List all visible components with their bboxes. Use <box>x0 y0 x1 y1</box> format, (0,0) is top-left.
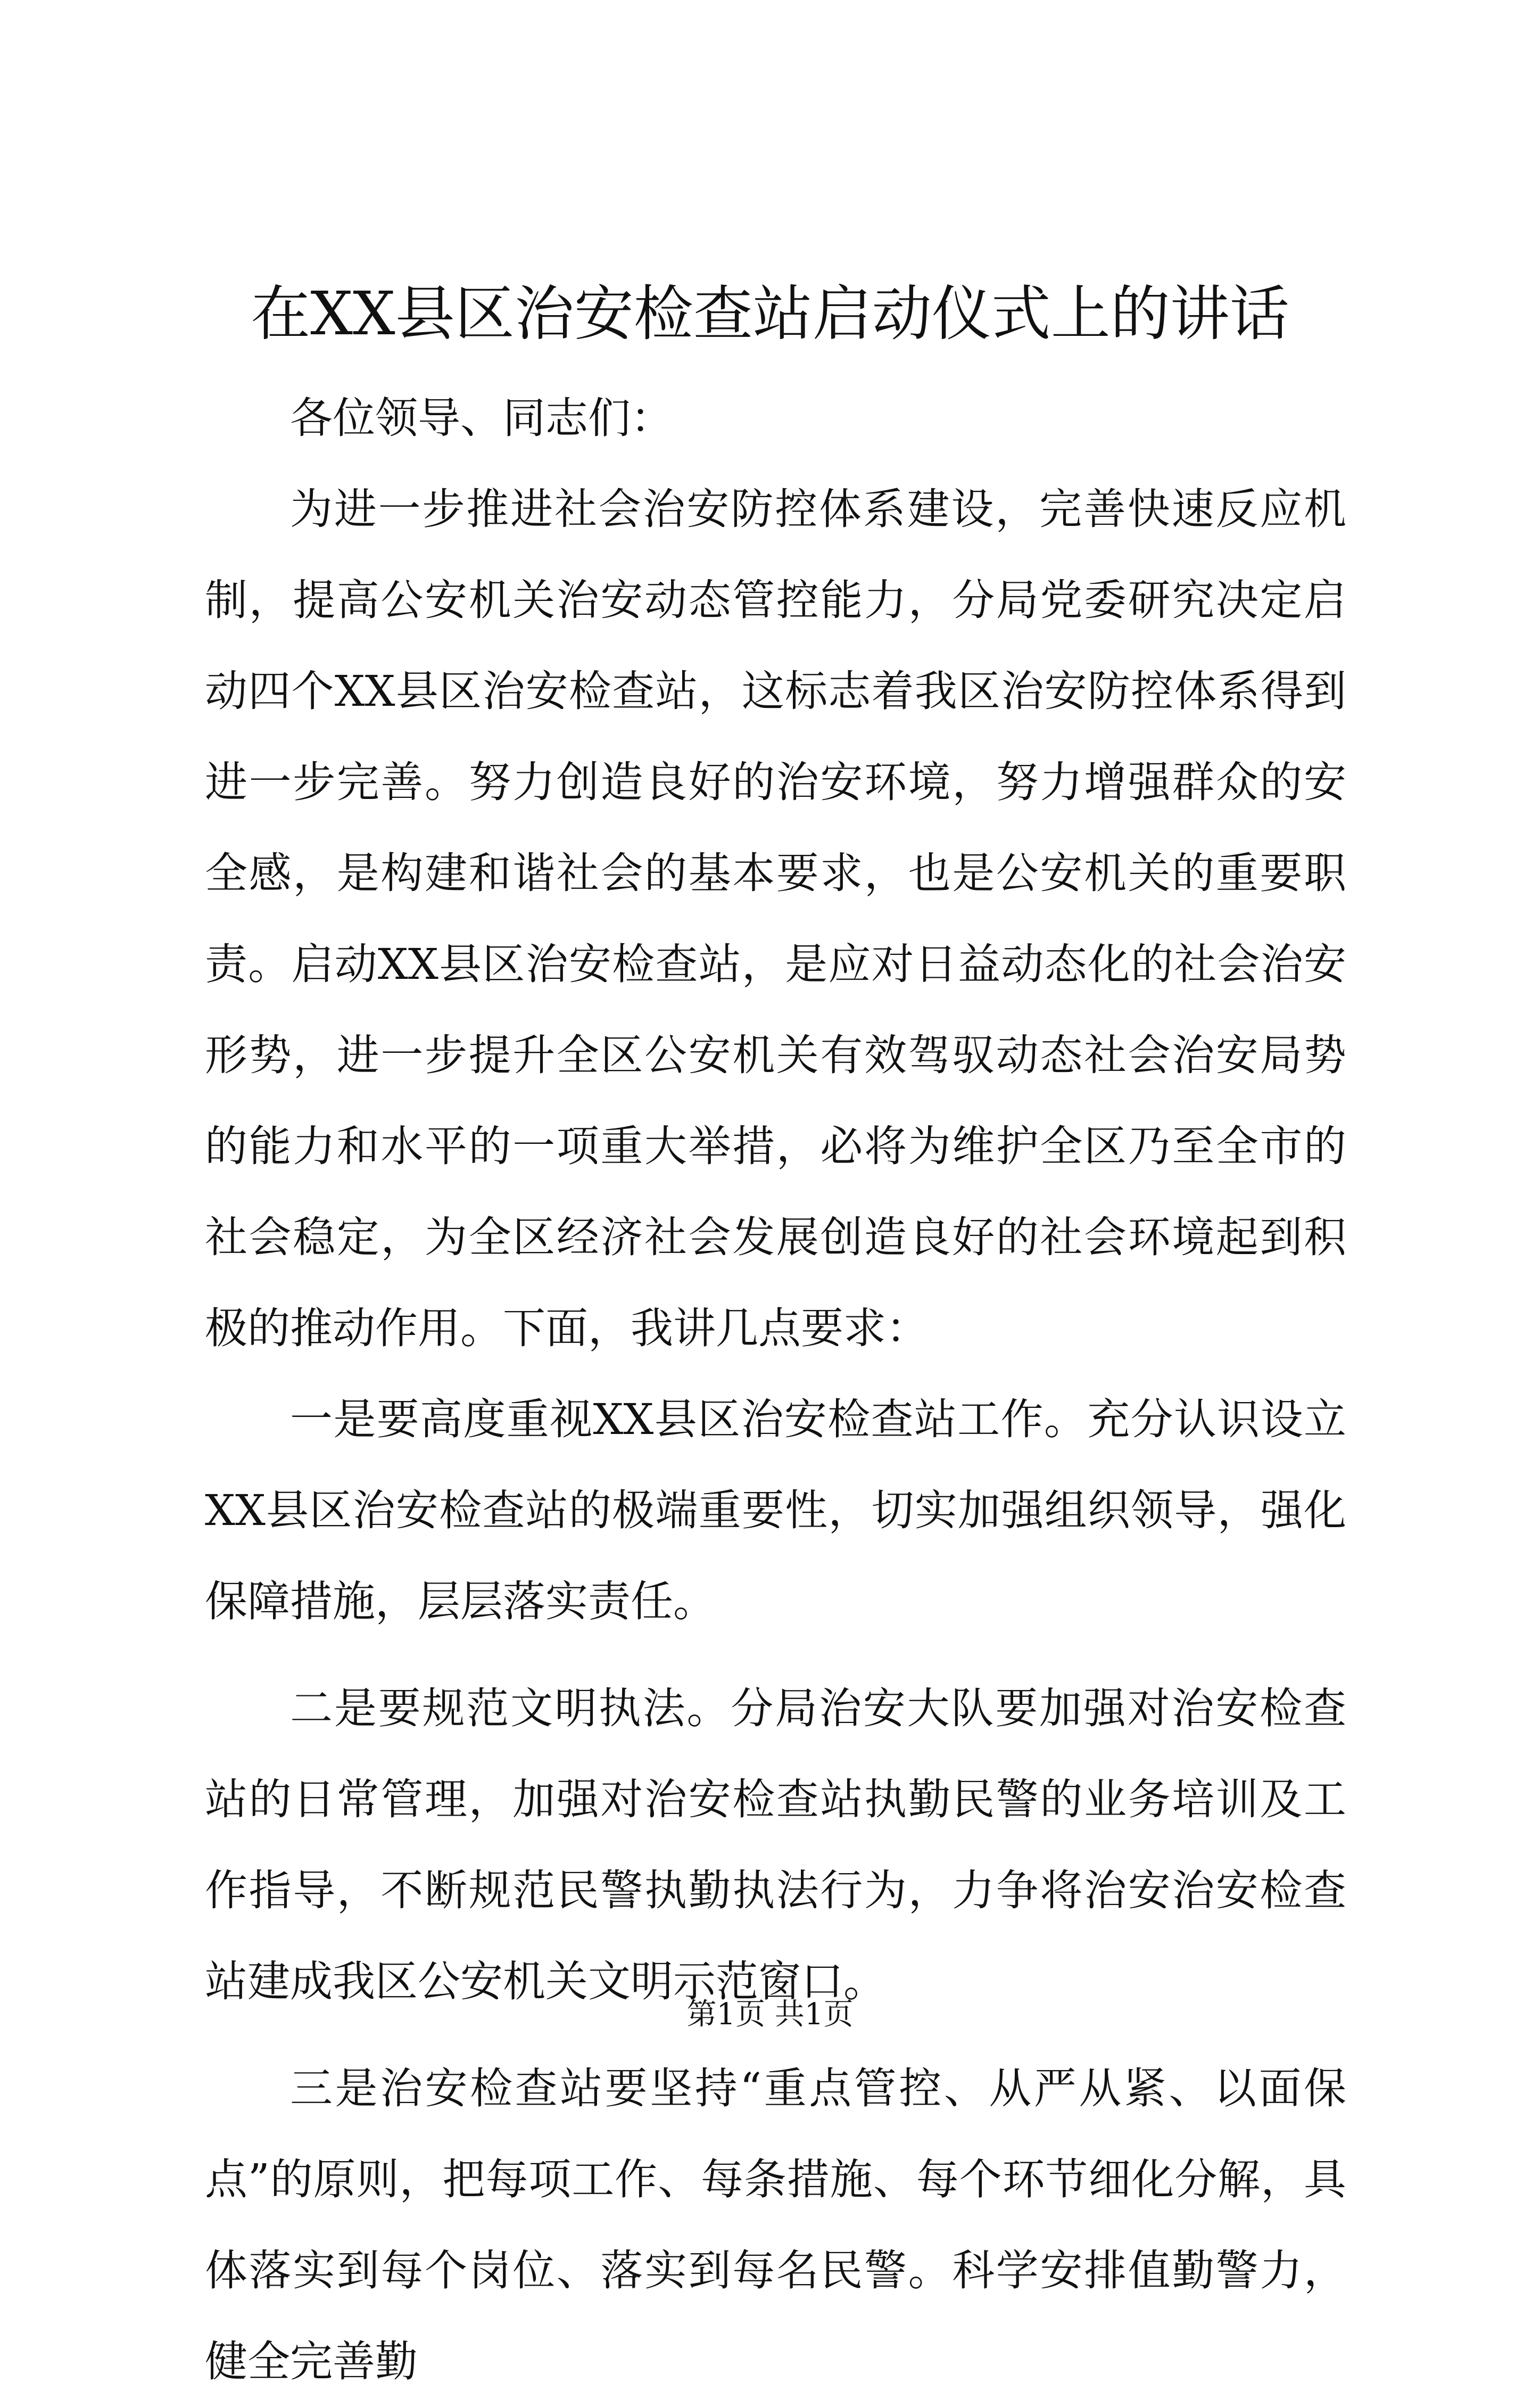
point-two-paragraph: 二是要规范文明执法。分局治安大队要加强对治安检查站的日常管理，加强对治安检查站执勤民警的业务培训及工作指导，不断规范民警执勤执法行为，力争将治安治安检查站建成我区公安机关文明示范窗口。 <box>205 1684 1346 2006</box>
point-one-paragraph: 一是要高度重视XX县区治安检查站工作。充分认识设立XX县区治安检查站的极端重要性，切实加强组织领导，强化保障措施，层层落实责任。 <box>205 1395 1346 1626</box>
salutation-paragraph: 各位领导、同志们： <box>290 393 673 443</box>
intro-paragraph: 为进一步推进社会治安防控体系建设，完善快速反应机制，提高公安机关治安动态管控能力，分局党委研究决定启动四个XX县区治安检查站，这标志着我区治安防控体系得到进一步完善。努力创造良好的治安环境，努力增强群众的安全感，是构建和谐社会的基本要求，也是公安机关的重要职责。启动XX县区治安检查站，是应对日益动态化的社会治安形势，进一步提升全区公安机关有效驾驭动态社会治安局势的能力和水平的一项重大举措，必将为维护全区乃至全市的社会稳定，为全区经济社会发展创造良好的社会环境起到积极的推动作用。下面，我讲几点要求： <box>205 484 1346 1353</box>
document-title: 在XX县区治安检查站启动仪式上的讲话 <box>251 279 1289 349</box>
page-number-footer: 第1页 共1页 <box>686 1997 854 2032</box>
document-body <box>205 373 1346 2407</box>
point-three-paragraph: 三是治安检查站要坚持“重点管控、从严从紧、以面保点”的原则，把每项工作、每条措施、每个环节细化分解，具体落实到每个岗位、落实到每名民警。科学安排值勤警力，健全完善勤 <box>205 2064 1346 2386</box>
